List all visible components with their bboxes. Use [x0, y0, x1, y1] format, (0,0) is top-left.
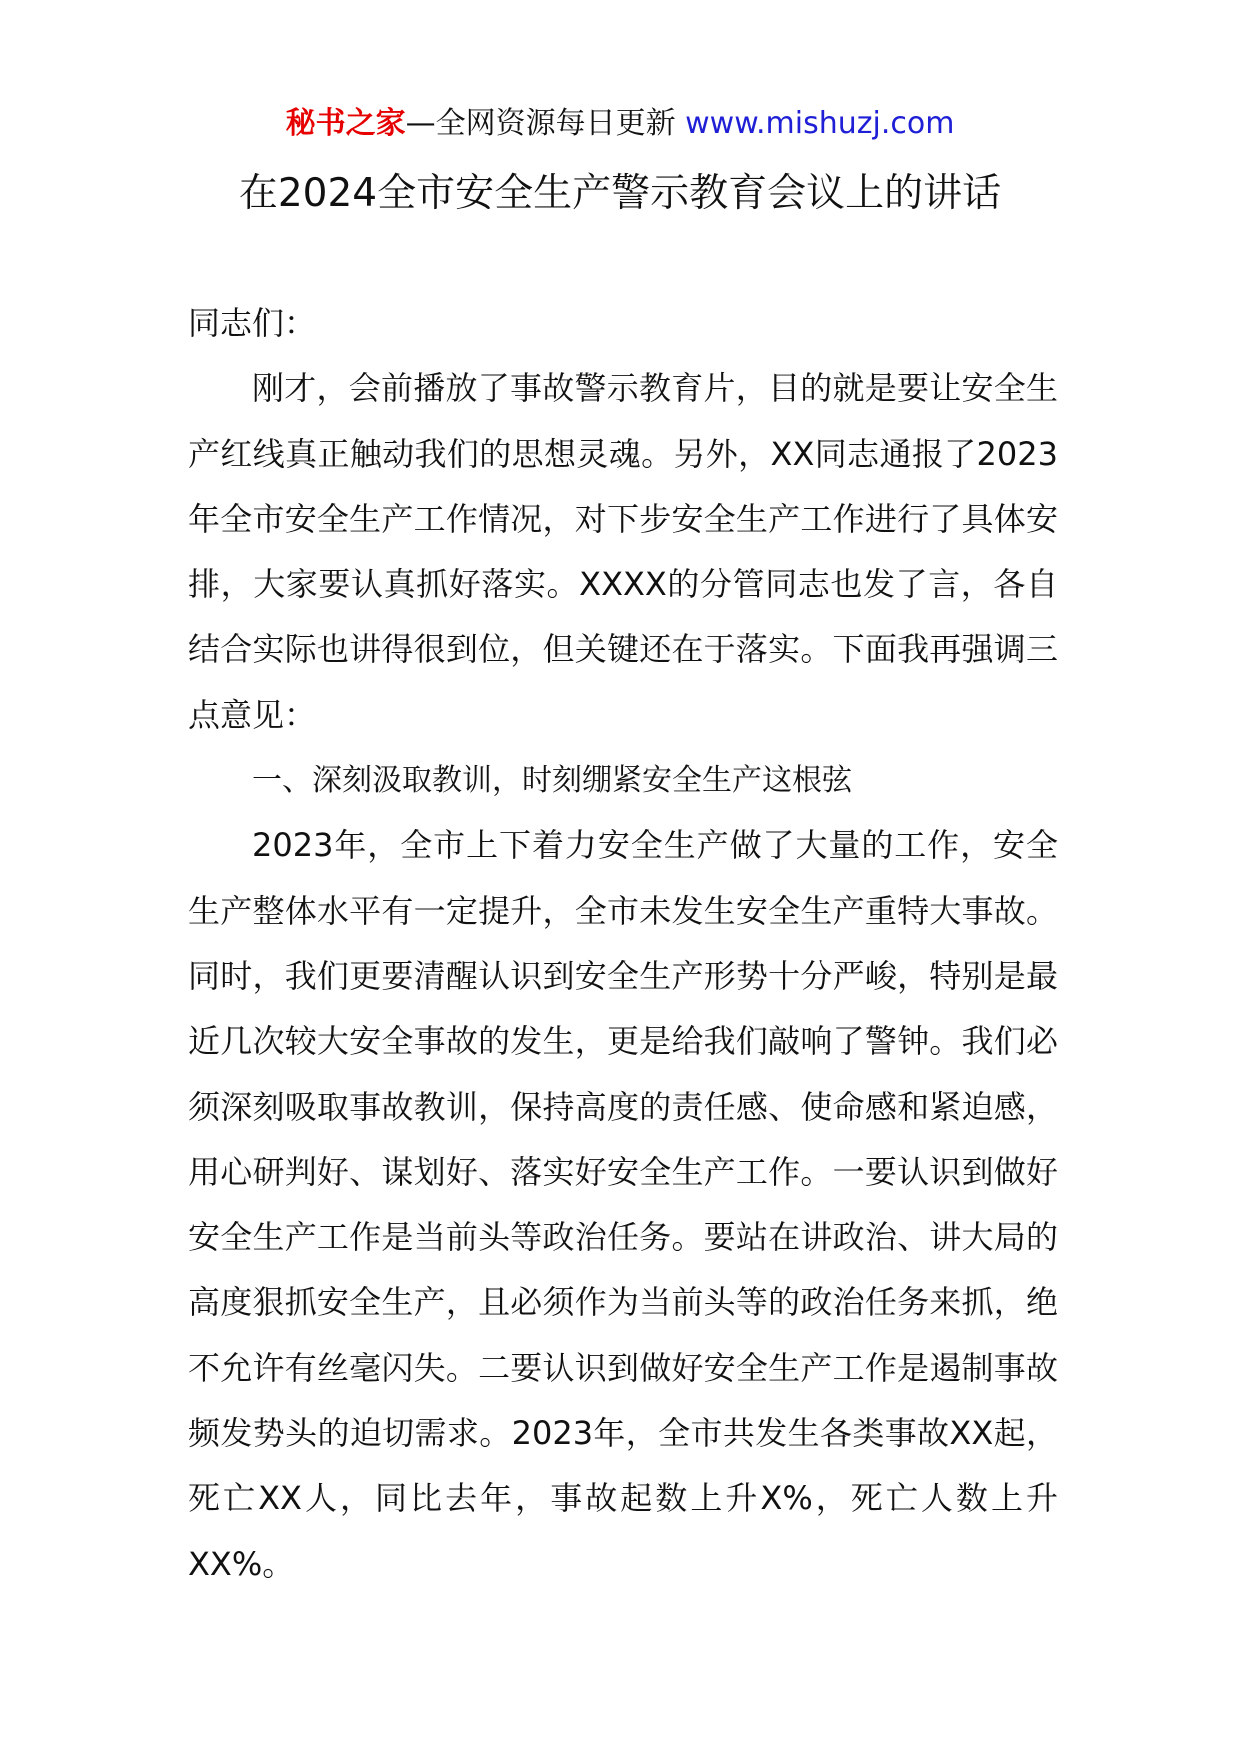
brand-name: 秘书之家 — [285, 106, 406, 141]
section-paragraph: 2023年，全市上下着力安全生产做了大量的工作，安全生产整体水平有一定提升，全市未发生安全生产重特大事故。同时，我们更要清醒认识到安全生产形势十分严峻，特别是最近几次较大安全事故的发生，更是给我们敲响了警钟。我们必须深刻吸取事故教训，保持高度的责任感、使命感和紧迫感，用心研判好、谋划好、落实好安全生产工作。一要认识到做好安全生产工作是当前头等政治任务。要站在讲政治、讲大局的高度狠抓安全生产，且必须作为当前头等的政治任务来抓，绝不允许有丝毫闪失。二要认识到做好安全生产工作是遏制事故频发势头的迫切需求。2023年，全市共发生各类事故XX起，死亡XX人，同比去年，事故起数上升X%，死亡人数上升XX%。 — [188, 826, 1058, 1583]
site-banner — [0, 102, 1240, 146]
banner-tagline: —全网资源每日更新 — [405, 106, 676, 141]
site-url-link[interactable]: www.mishuzj.com — [685, 106, 955, 141]
section-heading: 一、深刻汲取教训，时刻绷紧安全生产这根弦 — [252, 763, 852, 799]
document-title: 在2024全市安全生产警示教育会议上的讲话 — [238, 171, 1002, 216]
intro-paragraph: 刚才，会前播放了事故警示教育片，目的就是要让安全生产红线真正触动我们的思想灵魂。另外，XX同志通报了2023年全市安全生产工作情况，对下步安全生产工作进行了具体安排，大家要认真抓好落实。XXXX的分管同志也发了言，各自结合实际也讲得很到位，但关键还在于落实。下面我再强调三点意见： — [188, 369, 1058, 734]
document-body — [188, 291, 1058, 1597]
salutation: 同志们： — [188, 304, 317, 342]
